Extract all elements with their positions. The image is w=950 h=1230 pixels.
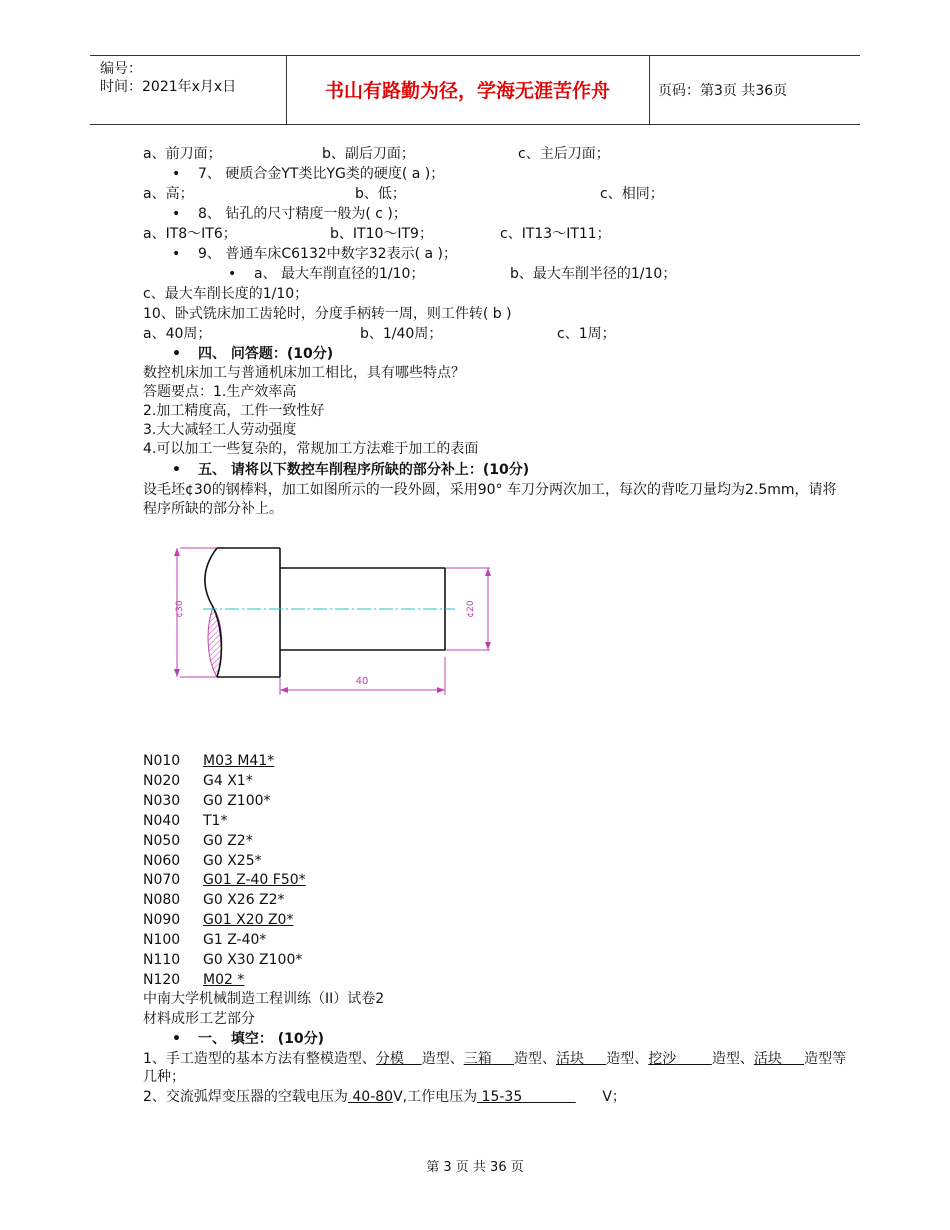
program-line [143,871,306,889]
exam2-q2: 2、交流弧焊变压器的空载电压为 40-80V,工作电压为 15-35 V； [143,1089,626,1105]
q10-question: 10、卧式铣床加工齿轮时，分度手柄转一周，则工件转( b ) [143,306,512,322]
program-line-number: N010 [143,753,181,769]
program-line-code: G1 Z-40* [203,932,267,949]
program-line-code: T1* [203,812,228,829]
exam2-q1: 1、手工造型的基本方法有整模造型、分模 造型、三箱 造型、活块 造型、挖沙 造型、活块 造型等 [143,1051,847,1067]
q10-option-c: c、1周； [557,326,616,342]
q1-answer-1: 分模 [375,1051,404,1067]
q7-option-b: b、低； [355,186,406,202]
exam2-q1-end: 几种； [143,1069,185,1085]
program-line-code: G0 X25* [203,852,262,869]
exam2-subtitle: 材料成形工艺部分 [143,1011,255,1027]
q7-option-c: c、相同； [600,186,664,202]
section4-question: 数控机床加工与普通机床加工相比，具有哪些特点？ [143,365,465,381]
q8-question: • 8、 钻孔的尺寸精度一般为( c )； [172,205,407,223]
section4-answer-1: 答题要点：1.生产效率高 [143,384,297,400]
section5-desc-line2: 程序所缺的部分补上。 [143,501,283,517]
section4-title: • 四、 问答题：(10分) [172,345,333,363]
program-line [143,792,271,810]
program-line-code: M02 * [203,971,245,988]
q8-option-c: c、IT13～IT11； [500,226,611,242]
program-line-number: N090 [143,912,181,929]
q8-option-b: b、IT10～IT9； [330,226,433,242]
section4-answer-2: 2.加工精度高，工件一致性好 [143,403,325,419]
program-line-code: M03 M41* [203,753,275,769]
q8-option-a: a、IT8～IT6； [143,226,237,242]
q1-answer-2: 三箱 [463,1051,492,1067]
program-line-number: N050 [143,832,181,849]
q9-option-a: • a、 最大车削直径的1/10； [228,265,424,283]
program-line-number: N020 [143,772,181,789]
header-page-number: 页码：第3页 共36页 [658,83,788,99]
program-line-number: N070 [143,872,181,889]
program-line-number: N060 [143,852,181,869]
time-label: 时间：2021年x月x日 [100,79,237,95]
q7-question: • 7、 硬质合金YT类比YG类的硬度( a )； [172,165,444,183]
q7-option-a: a、高； [143,186,194,202]
q9-question: • 9、 普通车床C6132中数字32表示( a )； [172,245,457,263]
program-line [143,812,227,830]
dim-left-label: ¢30 [175,600,185,618]
page-header [90,55,860,125]
section5-title: • 五、 请将以下数控车削程序所缺的部分补上：(10分) [172,461,529,479]
q6-option-b: b、副后刀面； [322,146,415,162]
section5-desc-line1: 设毛坯¢30的钢棒料，加工如图所示的一段外圆，采用90° 车刀分两次加工，每次的背吃刀量均为2.5mm，请将 [143,482,837,498]
program-line-number: N110 [143,952,181,968]
exam2-section1-title: • 一、 填空： (10分) [172,1030,324,1048]
workpiece-drawing [155,535,515,700]
program-line [143,931,266,949]
q6-option-c: c、主后刀面； [518,146,610,162]
q9-option-c: c、最大车削长度的1/10； [143,286,309,302]
q10-option-a: a、40周； [143,326,212,342]
program-line-number: N080 [143,892,181,909]
program-line-code: G0 Z2* [203,832,253,849]
dim-right-label: ¢20 [466,600,476,618]
program-line-code: G01 X20 Z0* [203,912,294,929]
q1-answer-5: 活块 [753,1051,782,1067]
q1-answer-4: 挖沙 [648,1051,677,1067]
section4-answer-4: 4.可以加工一些复杂的，常规加工方法难于加工的表面 [143,441,479,457]
dim-bottom-label: 40 [355,676,369,687]
q9-option-b: b、最大车削半径的1/10； [510,266,677,282]
program-line [143,911,293,929]
program-line-number: N100 [143,932,181,949]
header-motto: 书山有路勤为径，学海无涯苦作舟 [324,80,610,102]
program-line [143,951,302,969]
program-line-code: G01 Z-40 F50* [203,872,306,889]
q2-answer-2: 15-35 [481,1089,523,1105]
exam2-title: 中南大学机械制造工程训练（II）试卷2 [143,991,385,1007]
program-line-code: G0 X26 Z2* [203,892,285,909]
page-footer: 第 3 页 共 36 页 [426,1160,524,1175]
q6-option-a: a、前刀面； [143,146,222,162]
q2-answer-1: 40-80 [352,1089,394,1105]
program-line [143,971,244,989]
q1-answer-3: 活块 [555,1051,584,1067]
serial-label: 编号： [100,61,142,77]
section4-answer-3: 3.大大减轻工人劳动强度 [143,422,297,438]
program-line [143,752,274,770]
program-line [143,772,253,790]
program-line [143,832,253,850]
program-line [143,852,262,870]
program-line-number: N040 [143,812,181,829]
program-line-code: G0 X30 Z100* [203,952,303,968]
program-line-code: G4 X1* [203,772,253,789]
header-meta [100,60,280,96]
program-line-number: N030 [143,792,181,809]
q10-option-b: b、1/40周； [360,326,443,342]
header-divider [649,56,650,124]
program-line-code: G0 Z100* [203,792,271,809]
program-line [143,891,285,909]
program-line-number: N120 [143,971,181,988]
